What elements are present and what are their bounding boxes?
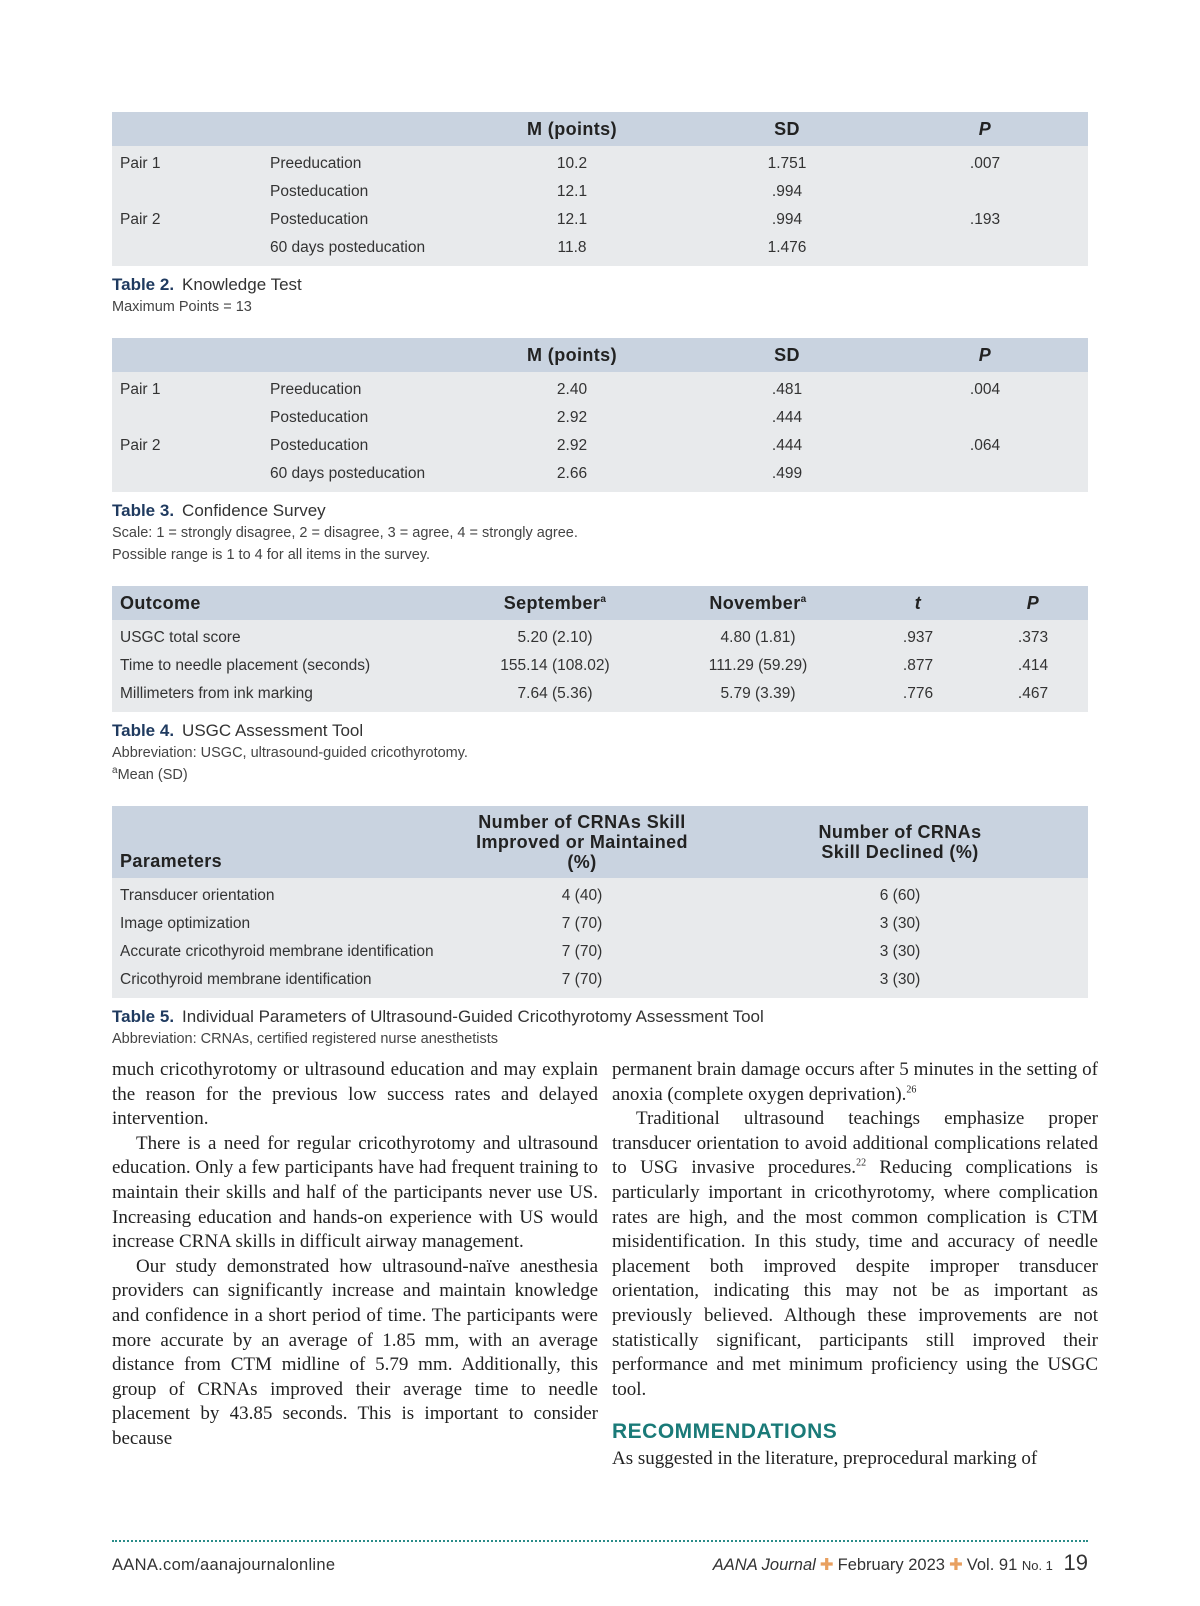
table-cell: 5.20 (2.10) (517, 629, 593, 646)
citation: 26 (906, 1084, 917, 1096)
table-cell: 2.40 (556, 381, 588, 398)
footer-divider (112, 1540, 1088, 1542)
caption-title: Individual Parameters of Ultrasound-Guided Cricothyrotomy Assessment Tool (182, 1007, 764, 1026)
table-cell: .193 (969, 211, 1001, 228)
table-2 (112, 112, 1088, 266)
caption-title: USGC Assessment Tool (182, 721, 364, 740)
caption-label: Table 5. (112, 1007, 175, 1026)
table-row (112, 652, 1088, 680)
table-cell: 155.14 (108.02) (500, 657, 610, 674)
header-cell: Number of CRNAs Skill Declined (%) (818, 822, 982, 862)
table-cell (882, 178, 1088, 206)
table-cell: .444 (771, 409, 803, 426)
table-cell: .064 (969, 437, 1001, 454)
paragraph: Our study demonstrated how ultrasound-naïve anesthesia providers can significantly increase and maintain knowledge and confidence in a short period of time. The participants were more accurate by an average of 1.85 mm, with an average distance from CTM midline of 5.79 mm. Additionally, this group of CRNAs improved their average time to needle placement by 43.85 seconds. This is important to consider because (112, 1255, 598, 1449)
caption-title: Knowledge Test (182, 275, 302, 294)
table-row (112, 404, 1088, 432)
header-cell: Number of CRNAs Skill Improved or Maintained (%) (476, 812, 688, 872)
table-row (112, 938, 1088, 966)
caption-label: Table 4. (112, 721, 175, 740)
table-row (112, 966, 1088, 998)
table-4 (112, 586, 1088, 712)
section-heading: RECOMMENDATIONS (612, 1420, 838, 1444)
table-cell: 60 days posteducation (270, 465, 426, 482)
caption-note: Scale: 1 = strongly disagree, 2 = disagree, 3 = agree, 4 = strongly agree. (112, 525, 578, 541)
journal-info (713, 1550, 1088, 1576)
table-cell: 1.476 (767, 239, 807, 256)
header-cell: M (points) (527, 118, 617, 139)
caption-title: Confidence Survey (182, 501, 326, 520)
body-text (112, 1058, 1098, 1478)
table-cell: .444 (771, 437, 803, 454)
table-row (112, 178, 1088, 206)
table-cell (112, 178, 262, 206)
journal-name: AANA Journal (712, 1556, 816, 1574)
right-column (612, 1058, 1098, 1472)
table-cell: Pair 1 (120, 155, 161, 172)
table-3 (112, 338, 1088, 492)
header-cell: SD (774, 118, 800, 139)
table-cell (112, 234, 262, 266)
table-cell: Cricothyroid membrane identification (120, 971, 372, 988)
table-row (112, 460, 1088, 492)
table-header-row (112, 586, 1088, 620)
table-row (112, 620, 1088, 652)
plus-icon: ✚ (948, 1556, 963, 1574)
table-header-row (112, 806, 1088, 878)
table-cell: .004 (969, 381, 1001, 398)
left-column (112, 1058, 598, 1452)
table-cell (882, 234, 1088, 266)
table-cell: 4.80 (1.81) (720, 629, 796, 646)
table-cell: Preeducation (270, 381, 362, 398)
header-cell: P (978, 118, 992, 139)
plus-icon: ✚ (819, 1556, 834, 1574)
issue-date: February 2023 (837, 1556, 945, 1574)
table-cell: Time to needle placement (seconds) (120, 657, 371, 674)
table-cell: .877 (902, 657, 934, 674)
paragraph: As suggested in the literature, preprocedural marking of (612, 1447, 1038, 1469)
paragraph: There is a need for regular cricothyrotomy and ultrasound education. Only a few participants have had frequent training to maintain their skills and half of the participants never use US. Increasing education and hands-on experience with US would increase CRNA skills in difficult airway management. (112, 1132, 598, 1253)
tables-area (112, 112, 1088, 1050)
table-cell (882, 404, 1088, 432)
table-cell: .994 (771, 211, 803, 228)
table-cell: Posteducation (270, 211, 369, 228)
header-cell: M (points) (527, 344, 617, 365)
table-5 (112, 806, 1088, 998)
header-cell (262, 112, 452, 146)
table-4-caption (112, 720, 1088, 786)
table-cell: Posteducation (270, 437, 369, 454)
table-cell: 4 (40) (561, 887, 603, 904)
table-cell: 10.2 (556, 155, 588, 172)
table-row (112, 146, 1088, 178)
table-cell: Accurate cricothyroid membrane identification (120, 943, 434, 960)
paragraph: much cricothyrotomy or ultrasound education and may explain the reason for the previous low success rates and delayed intervention. (112, 1059, 598, 1130)
table-cell: Preeducation (270, 155, 362, 172)
header-cell (112, 338, 262, 372)
header-cell: SD (774, 344, 800, 365)
caption-label: Table 3. (112, 501, 175, 520)
table-row (112, 432, 1088, 460)
table-row (112, 680, 1088, 712)
table-cell: 2.66 (556, 465, 588, 482)
table-cell: Transducer orientation (120, 887, 275, 904)
paragraph: Traditional ultrasound teachings emphasize proper transducer orientation to avoid additional complications related to USG invasive procedures.$^{22}$ Reducing complications is particularly important in cricothyrotomy, where complication rates are high, and the most common complication is CTM misidentification. In this study, time and accuracy of needle placement both improved despite improper transducer orientation, indicating this may not be as important as previously believed. Although these improvements are not statistically significant, participants still improved their performance and met minimum proficiency using the USGC tool. (612, 1108, 1098, 1400)
caption-note: Maximum Points = 13 (112, 299, 252, 315)
page-number: 19 (1063, 1550, 1088, 1575)
table-row (112, 910, 1088, 938)
table-cell: 3 (30) (879, 943, 921, 960)
caption-note: Abbreviation: USGC, ultrasound-guided cricothyrotomy. (112, 745, 468, 761)
table-cell: .007 (969, 155, 1001, 172)
table-cell (112, 404, 262, 432)
table-cell: Pair 2 (120, 211, 161, 228)
table-cell: .467 (1017, 685, 1049, 702)
table-cell: 2.92 (556, 409, 588, 426)
caption-note: $^a$Mean (SD) (112, 765, 188, 783)
table-cell: 7 (70) (561, 971, 603, 988)
table-cell: .994 (771, 183, 803, 200)
table-cell: .481 (771, 381, 803, 398)
citation: 22 (856, 1158, 867, 1170)
table-cell: Image optimization (120, 915, 251, 932)
table-cell: .776 (902, 685, 934, 702)
header-cell: September$^a$ (503, 592, 607, 613)
table-cell: .499 (771, 465, 803, 482)
page-footer (112, 1550, 1088, 1580)
table-cell: .414 (1017, 657, 1049, 674)
table-cell: 5.79 (3.39) (720, 685, 796, 702)
table-cell: Posteducation (270, 183, 369, 200)
table-cell: 1.751 (767, 155, 807, 172)
table-cell: 111.29 (59.29) (708, 657, 808, 674)
table-cell: Pair 2 (120, 437, 161, 454)
table-cell: 3 (30) (879, 915, 921, 932)
table-cell: 3 (30) (879, 971, 921, 988)
paragraph: permanent brain damage occurs after 5 minutes in the setting of anoxia (complete oxygen deprivation).$^{26}$ (612, 1059, 1098, 1105)
table-row (112, 372, 1088, 404)
table-cell: 60 days posteducation (270, 239, 426, 256)
header-cell (112, 112, 262, 146)
table-cell: 2.92 (556, 437, 588, 454)
header-cell: P (1026, 592, 1040, 613)
header-cell: t (914, 592, 922, 613)
table-2-caption (112, 274, 1088, 318)
table-row (112, 206, 1088, 234)
journal-url: AANA.com/aanajournalonline (112, 1556, 336, 1574)
table-cell: 12.1 (556, 183, 588, 200)
header-cell: Parameters (120, 851, 223, 871)
table-cell: 12.1 (556, 211, 588, 228)
volume: Vol. 91 (966, 1556, 1018, 1574)
table-row (112, 234, 1088, 266)
header-cell: Outcome (120, 592, 201, 613)
table-cell (112, 460, 262, 492)
table-cell: 6 (60) (879, 887, 921, 904)
issue-number: No. 1 (1021, 1558, 1053, 1573)
table-cell: .937 (902, 629, 934, 646)
table-cell: .373 (1017, 629, 1049, 646)
table-cell: Millimeters from ink marking (120, 685, 313, 702)
header-cell (262, 338, 452, 372)
table-cell: 7 (70) (561, 915, 603, 932)
table-header-row (112, 112, 1088, 146)
header-cell: P (978, 344, 992, 365)
table-cell: Pair 1 (120, 381, 161, 398)
table-row (112, 878, 1088, 910)
table-cell: 11.8 (557, 239, 587, 256)
table-5-caption (112, 1006, 1088, 1050)
caption-note: Abbreviation: CRNAs, certified registered nurse anesthetists (112, 1031, 499, 1047)
caption-label: Table 2. (112, 275, 175, 294)
table-cell (882, 460, 1088, 492)
caption-note: Possible range is 1 to 4 for all items in the survey. (112, 547, 431, 563)
table-3-caption (112, 500, 1088, 566)
table-cell: Posteducation (270, 409, 369, 426)
table-cell: 7 (70) (561, 943, 603, 960)
table-cell: USGC total score (120, 629, 241, 646)
table-cell: 7.64 (5.36) (517, 685, 593, 702)
header-cell: November$^a$ (709, 592, 807, 613)
table-header-row (112, 338, 1088, 372)
